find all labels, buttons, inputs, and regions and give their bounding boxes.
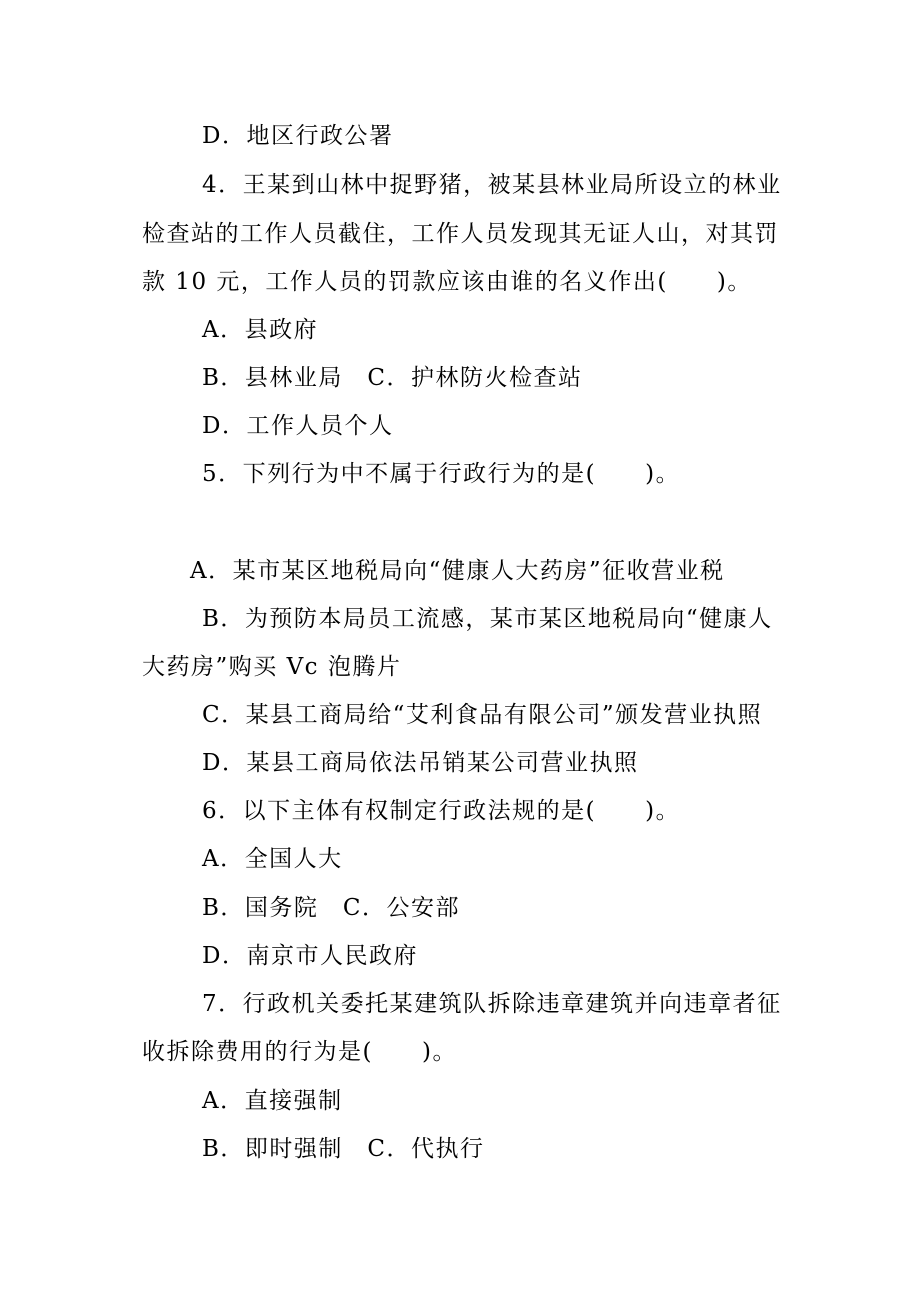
option-a-q5: A．某市某区地税局向“健康人大药房”征收营业税 [190, 558, 725, 584]
option-b-c-q7: B．即时强制 C．代执行 [202, 1136, 485, 1162]
option-d-q4: D．工作人员个人 [202, 413, 394, 439]
question-6: 6．以下主体有权制定行政法规的是( )。 [202, 798, 681, 824]
option-d-q5: D．某县工商局依法吊销某公司营业执照 [202, 750, 639, 776]
question-4-line-2: 检查站的工作人员截住，工作人员发现其无证人山，对其罚 [142, 221, 779, 247]
question-7-line-1: 7．行政机关委托某建筑队拆除违章建筑并向违章者征 [202, 991, 782, 1017]
question-7-line-2: 收拆除费用的行为是( )。 [142, 1039, 457, 1065]
option-c-q5: C．某县工商局给“艾利食品有限公司”颁发营业执照 [202, 702, 763, 728]
option-b-q5-line-2: 大药房”购买 Vc 泡腾片 [142, 654, 402, 680]
question-5: 5．下列行为中不属于行政行为的是( )。 [202, 461, 681, 487]
option-b-q5-line-1: B．为预防本局员工流感，某市某区地税局向“健康人 [202, 606, 773, 632]
option-d-q3: D．地区行政公署 [202, 123, 394, 149]
option-a-q7: A．直接强制 [202, 1088, 343, 1114]
option-b-c-q6: B．国务院 C．公安部 [202, 895, 460, 921]
option-d-q6: D．南京市人民政府 [202, 943, 418, 969]
option-a-q4: A．县政府 [202, 317, 319, 343]
option-b-c-q4: B．县林业局 C．护林防火检查站 [202, 365, 583, 391]
option-a-q6: A．全国人大 [202, 846, 343, 872]
question-4-line-1: 4．王某到山林中捉野猪，被某县林业局所设立的林业 [202, 172, 782, 198]
question-4-line-3: 款 10 元，工作人员的罚款应该由谁的名义作出( )。 [142, 269, 752, 295]
